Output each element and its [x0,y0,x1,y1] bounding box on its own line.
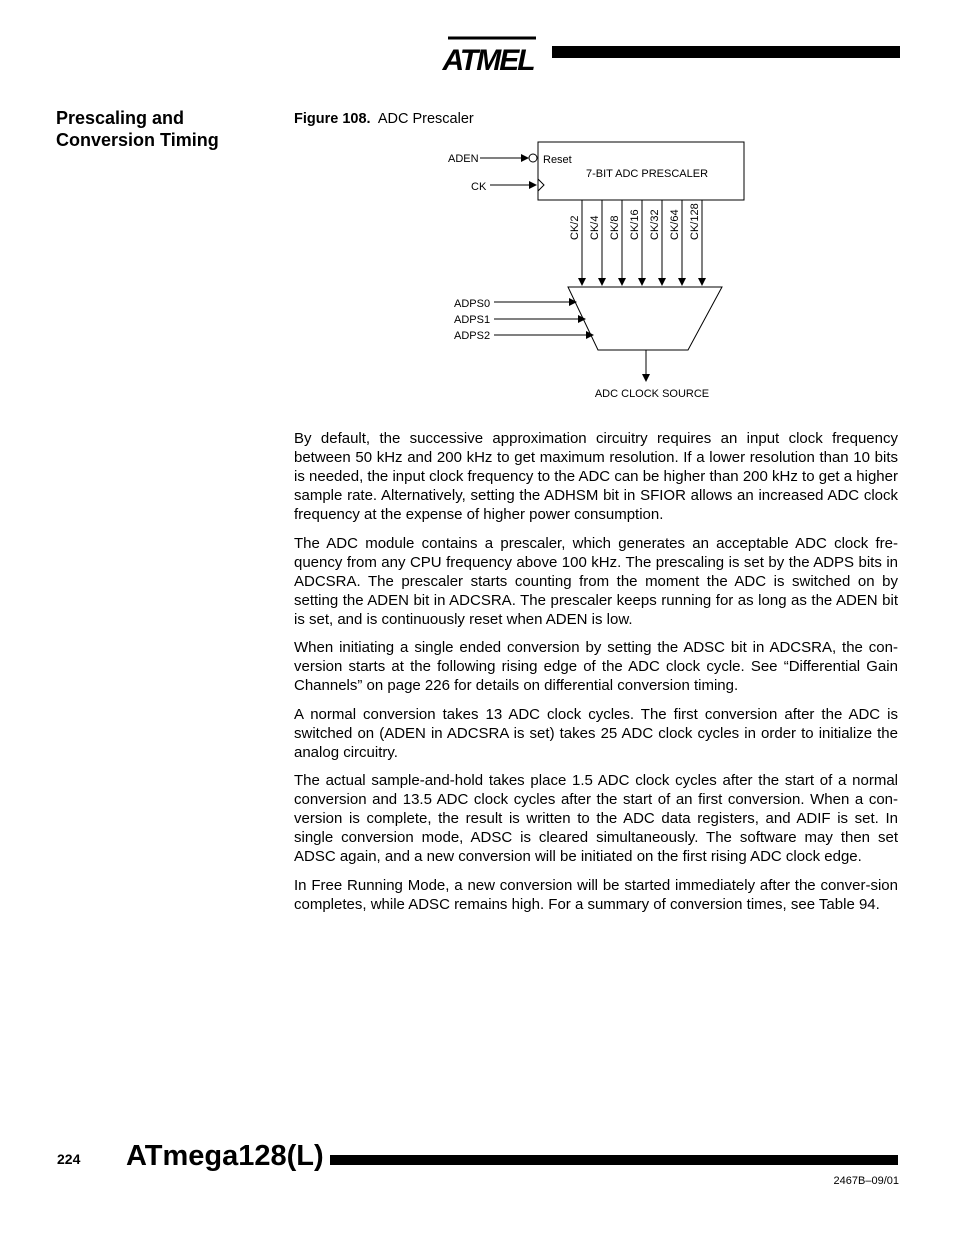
figure-title: ADC Prescaler [377,111,474,127]
paragraph: The actual sample-and-hold takes place 1.5 ADC clock cycles after the start of a normal conversion and 13.5 ADC clock cycles after the start of an first conversion. When a con-version is complete, the result is written to the ADC data registers, and ADIF is set. In single conversion mode, ADSC is cleared simultaneously. The software may then set ADSC again, and a new conversion will be initiated on the first rising ADC clock edge. [294,772,898,865]
reset-bubble [529,154,537,162]
ck32-label: CK/32 [649,209,661,240]
paragraph: The ADC module contains a prescaler, which generates an acceptable ADC clock fre-quency from any CPU frequency above 100 kHz. The prescaling is set by the ADPS bits in ADCSRA. The prescaler starts counting from the moment the ADC is switched on by setting the ADEN bit in ADCSRA. The prescaler keeps running for as long as the ADEN bit is set, and is continuously reset when ADEN is low. [294,534,898,628]
document-code: 2467B–09/01 [833,1175,899,1187]
prescaler-label: 7-BIT ADC PRESCALER [585,168,709,180]
body-text [294,429,898,923]
adps2-label: ADPS2 [454,330,491,342]
figure-caption [294,110,474,128]
adc-prescaler-diagram [430,135,760,410]
output-label: ADC CLOCK SOURCE [594,388,710,400]
page-number: 224 [57,1151,81,1167]
paragraph: When initiating a single ended conversion by setting the ADSC bit in ADCSRA, the con-version starts at the following rising edge of the ADC clock cycle. See “Differential Gain Channels” on page 226 for details on differential conversion timing. [294,639,898,694]
multiplexer [568,287,722,350]
ck4-label: CK/4 [589,215,601,240]
figure-number: Figure 108. [294,111,371,127]
header-rule [552,46,900,58]
ck16-label: CK/16 [629,209,641,240]
adps0-label: ADPS0 [454,298,491,310]
adps1-label: ADPS1 [454,314,491,326]
clock-edge-symbol [538,179,544,191]
section-heading [56,107,256,151]
ck128-label: CK/128 [689,203,701,240]
ck8-label: CK/8 [609,215,621,240]
ck2-label: CK/2 [569,215,581,240]
footer-rule [330,1155,898,1165]
document-title: ATmega128(L) [126,1140,324,1172]
section-heading-line2: Conversion Timing [56,130,219,150]
paragraph: A normal conversion takes 13 ADC clock cycles. The first conversion after the ADC is switched on (ADEN in ADCSRA is set) takes 25 ADC clock cycles in order to initialize the analog circuitry. [294,705,898,761]
reset-label: Reset [543,154,572,166]
ck-label: CK [471,181,487,193]
clock-outputs [569,200,702,285]
aden-label: ADEN [448,153,479,165]
atmel-logo [438,30,538,78]
paragraph: In Free Running Mode, a new conversion will be started immediately after the conver-sion completes, while ADSC remains high. For a summary of conversion times, see Table 94. [294,876,898,913]
ck64-label: CK/64 [669,209,681,240]
paragraph: By default, the successive approximation circuitry requires an input clock frequency between 50 kHz and 200 kHz to get maximum resolution. If a lower resolution than 10 bits is needed, the input clock frequency to the ADC can be higher than 200 kHz to get a higher sample rate. Alternatively, setting the ADHSM bit in SFIOR allows an increased ADC clock frequency at the expense of higher power consumption. [294,430,898,523]
svg-text:ATMEL: ATMEL [442,44,534,77]
section-heading-line1: Prescaling and [56,108,185,128]
